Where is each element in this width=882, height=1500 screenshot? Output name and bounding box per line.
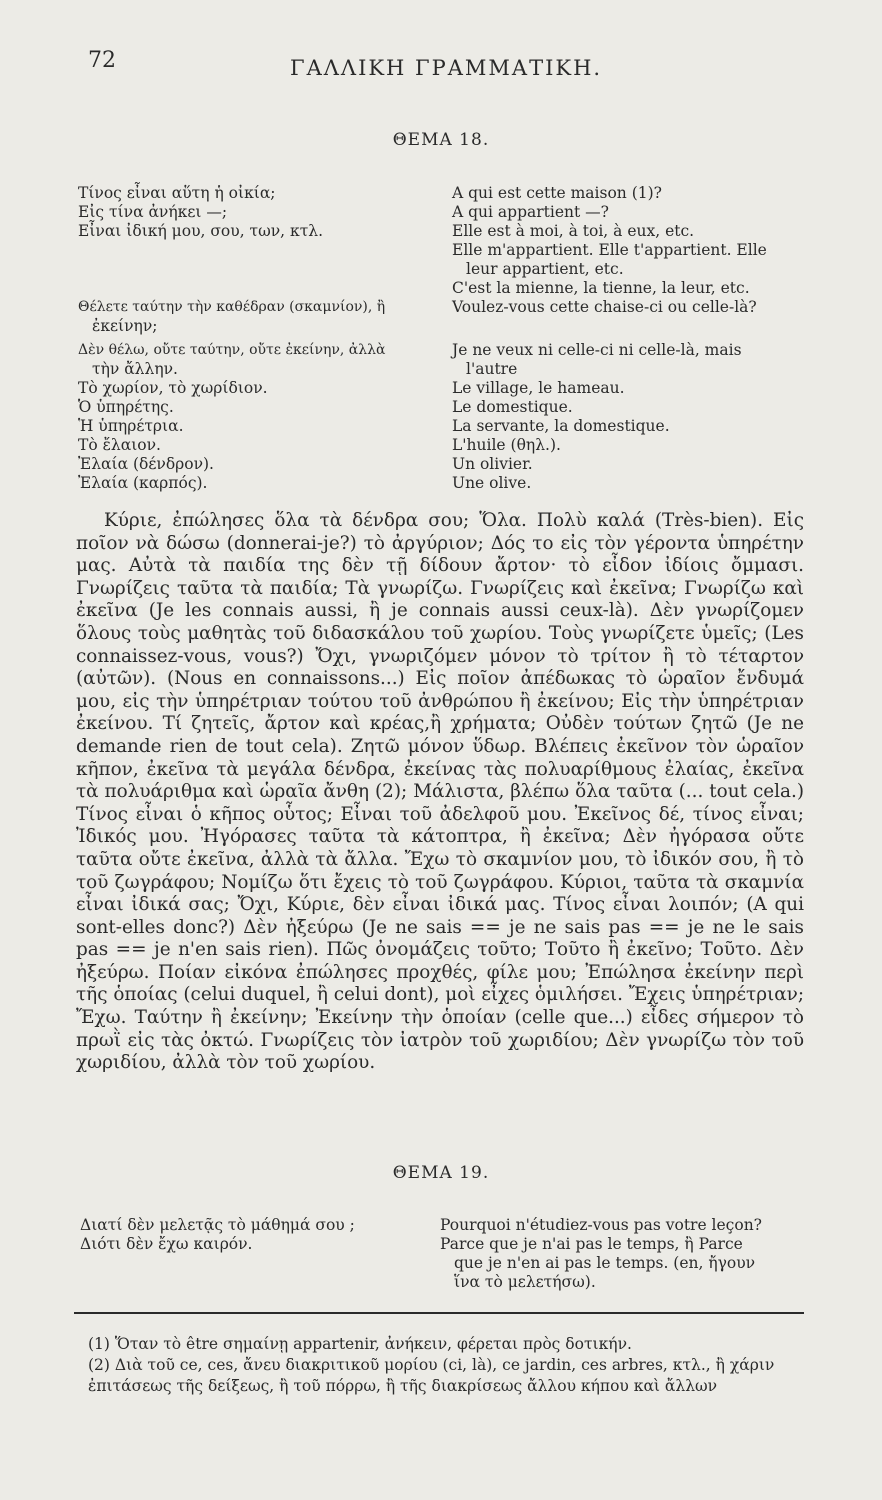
greek-phrase: Θέλετε ταύτην τὴν καθέδραν (σκαμνίον), ἢ (78, 299, 386, 315)
vocab-row (78, 455, 808, 474)
greek-phrase: Εἰς τίνα ἀνήκει —; (78, 203, 228, 221)
footnote-1: (1) Ὅταν τὸ être σημαίνῃ appartenir, ἀνήκειν, φέρεται πρὸς δοτικήν. (88, 1335, 632, 1353)
french-phrase: A qui appartient —? (452, 203, 609, 221)
vocab-row (78, 241, 808, 260)
prose-text: Κύριε, ἐπώλησες ὅλα τὰ δένδρα σου; Ὅλα. Πολὺ καλά (Très-bien). Εἰς ποῖον νὰ δώσω (donnerai-je?) τὸ ἀργύριον; Δός το εἰς τὸν γέροντα ὑπηρέτην μας. Αὐτὰ τὰ παιδία της δὲν τῇ δίδουν ἄρτον· τὸ εἶδον ἰδίοις ὄμμασι. Γνωρίζεις ταῦτα τὰ παιδία; Τὰ γνωρίζω. Γνωρίζεις καὶ ἐκεῖνα; Γνωρίζω καὶ ἐκεῖνα (Je les connais aussi, ἢ je connais aussi ceux-là). Δὲν γνωρίζομεν ὅλους τοὺς μαθητὰς τοῦ διδασκάλου τοῦ χωρίου. Τοὺς γνωρίζετε ὑμεῖς; (Les connaissez-vous, vous?) Ὄχι, γνωριζόμεν μόνον τὸ τρίτον ἢ τὸ τέταρτον (αὐτῶν). (Nous en connaissons...) Εἰς ποῖον ἀπέδωκας τὸ ὡραῖον ἔνδυμά μου, εἰς τὴν ὑπηρέτριαν τούτου τοῦ ἀνθρώπου ἢ ἐκείνου; Εἰς τὴν ὑπηρέτριαν ἐκείνου. Τί ζητεῖς, ἄρτον καὶ κρέας,ἢ χρήματα; Οὐδὲν τούτων ζητῶ (Je ne demande rien de tout cela). Ζητῶ μόνον ὕδωρ. Βλέπεις ἐκεῖνον τὸν ὡραῖον κῆπον, ἐκεῖνα τὰ μεγάλα δένδρα, ἐκείνας τὰς πολυαρίθμους ἐλαίας, ἐκεῖνα τὰ πολυάριθμα καὶ ὡραῖα ἄνθη (2); Μάλιστα, βλέπω ὅλα ταῦτα (... tout cela.) Τίνος εἶναι ὁ κῆπος οὗτος; Εἶναι τοῦ ἀδελφοῦ μου. Ἐκεῖνος δέ, τίνος εἶναι; Ἰδικός μου. Ἠγόρασες ταῦτα τὰ κάτοπτρα, ἢ ἐκεῖνα; Δὲν ἠγόρασα οὔτε ταῦτα οὔτε ἐκεῖνα, ἀλλὰ τὰ ἄλλα. Ἔχω τὸ σκαμνίον μου, τὸ ἰδικόν σου, ἢ τὸ τοῦ ζωγράφου; Νομίζω ὅτι ἔχεις τὸ τοῦ ζωγράφου. Κύριοι, ταῦτα τὰ σκαμνία εἶναι ἰδικά σας; Ὄχι, Κύριε, δὲν εἶναι ἰδικά μας. Τίνος εἶναι λοιπόν; (A qui sont-elles donc?) Δὲν ἠξεύρω (Je ne sais == je ne sais pas == je ne le sais pas == je n'en sais rien). Πῶς ὀνομάζεις τοῦτο; Τοῦτο ἢ ἐκεῖνο; Τοῦτο. Δὲν ἠξεύρω. Ποίαν εἰκόνα ἐπώλησες προχθές, φίλε μου; Ἐπώλησα ἐκείνην περὶ τῆς ὁποίας (celui duquel, ἢ celui dont), μοὶ εἶχες ὁμιλήσει. Ἔχεις ὑπηρέτριαν; Ἔχω. Ταύτην ἢ ἐκείνην; Ἐκείνην τὴν ὁποίαν (celle que...) εἶδες σήμερον τὸ πρωῒ εἰς τὰς ὀκτώ. Γνωρίζεις τὸν ἰατρὸν τοῦ χωριδίου; Δὲν γνωρίζω τὸν τοῦ χωριδίου, ἀλλὰ τὸν τοῦ χωρίου. (76, 510, 805, 1074)
greek-phrase: Διατί δὲν μελετᾷς τὸ μάθημά σου ; (80, 1216, 355, 1234)
french-phrase: C'est la mienne, la tienne, la leur, etc. (452, 279, 750, 297)
exercise-paragraph (76, 510, 804, 1075)
greek-phrase: ἐκείνην; (92, 317, 158, 335)
vocab-row (78, 260, 808, 279)
vocab-row (78, 1254, 808, 1273)
vocab-row (78, 279, 808, 298)
french-phrase: Elle est à moi, à toi, à eux, etc. (452, 222, 695, 240)
french-phrase: Le domestique. (452, 398, 573, 416)
greek-phrase: Ἡ ὑπηρέτρια. (78, 417, 184, 435)
french-phrase: Une olive. (452, 474, 532, 492)
greek-phrase: Διότι δὲν ἔχω καιρόν. (80, 1235, 253, 1253)
french-phrase: Parce que je n'ai pas le temps, ἢ Parce (440, 1235, 743, 1253)
greek-phrase: Δὲν θέλω, οὔτε ταύτην, οὔτε ἐκείνην, ἀλλὰ (78, 342, 386, 358)
vocab-row (78, 184, 808, 203)
french-phrase: Un olivier. (452, 455, 533, 473)
greek-phrase: Ἐλαία (καρπός). (78, 474, 208, 492)
french-phrase: A qui est cette maison (1)? (452, 184, 662, 202)
french-phrase: leur appartient, etc. (466, 260, 624, 278)
vocab-row (78, 1273, 808, 1292)
vocab-row (78, 317, 808, 341)
french-phrase: Elle m'appartient. Elle t'appartient. Elle (452, 241, 767, 259)
vocab-row (78, 360, 808, 379)
vocab-row (78, 417, 808, 436)
vocab-row (78, 379, 808, 398)
vocab-row (78, 341, 808, 360)
greek-phrase: Τίνος εἶναι αὕτη ἡ οἰκία; (78, 184, 276, 202)
french-phrase: que je n'en ai pas le temps. (en, ἤγουν (454, 1254, 756, 1272)
running-head: ΓΑΛΛΙΚΗ ΓΡΑΜΜΑΤΙΚΗ. (290, 56, 603, 80)
french-phrase: l'autre (466, 360, 518, 378)
thema-19-vocabulary (78, 1216, 808, 1292)
greek-phrase: Ὁ ὑπηρέτης. (78, 398, 174, 416)
french-phrase: La servante, la domestique. (452, 417, 670, 435)
thema-19-title: ΘΕΜΑ 19. (392, 1163, 490, 1183)
page-number: 72 (88, 48, 116, 73)
vocab-row (78, 298, 808, 317)
footnote-separator (74, 1312, 804, 1314)
vocab-row (78, 222, 808, 241)
french-phrase: Pourquoi n'étudiez-vous pas votre leçon? (440, 1216, 762, 1234)
thema-18-vocabulary (78, 184, 808, 493)
greek-phrase: Εἶναι ἰδική μου, σου, των, κτλ. (78, 222, 324, 240)
french-phrase: Le village, le hameau. (452, 379, 625, 397)
greek-phrase: Τὸ ἔλαιον. (78, 436, 161, 454)
vocab-row (78, 436, 808, 455)
greek-phrase: τὴν ἄλλην. (92, 360, 178, 378)
french-phrase: ἵνα τὸ μελετήσω). (454, 1273, 596, 1291)
footnotes (88, 1334, 802, 1397)
french-phrase: L'huile (θηλ.). (452, 436, 561, 454)
greek-phrase: Ἐλαία (δένδρον). (78, 455, 214, 473)
french-phrase: Je ne veux ni celle-ci ni celle-là, mais (452, 341, 742, 359)
vocab-row (78, 203, 808, 222)
vocab-row (78, 1235, 808, 1254)
thema-18-title: ΘΕΜΑ 18. (392, 130, 490, 150)
french-phrase: Voulez-vous cette chaise-ci ou celle-là? (452, 298, 757, 316)
vocab-row (78, 474, 808, 493)
vocab-row (78, 1216, 808, 1235)
greek-phrase: Τὸ χωρίον, τὸ χωρίδιον. (78, 379, 268, 397)
footnote-2: (2) Διὰ τοῦ ce, ces, ἄνευ διακριτικοῦ μορίου (ci, là), ce jardin, ces arbres, κτλ., ἢ χάριν ἐπιτάσεως τῆς δείξεως, ἢ τοῦ πόρρω, ἢ τῆς διακρίσεως ἄλλου κήπου καὶ ἄλλων (88, 1356, 775, 1395)
vocab-row (78, 398, 808, 417)
